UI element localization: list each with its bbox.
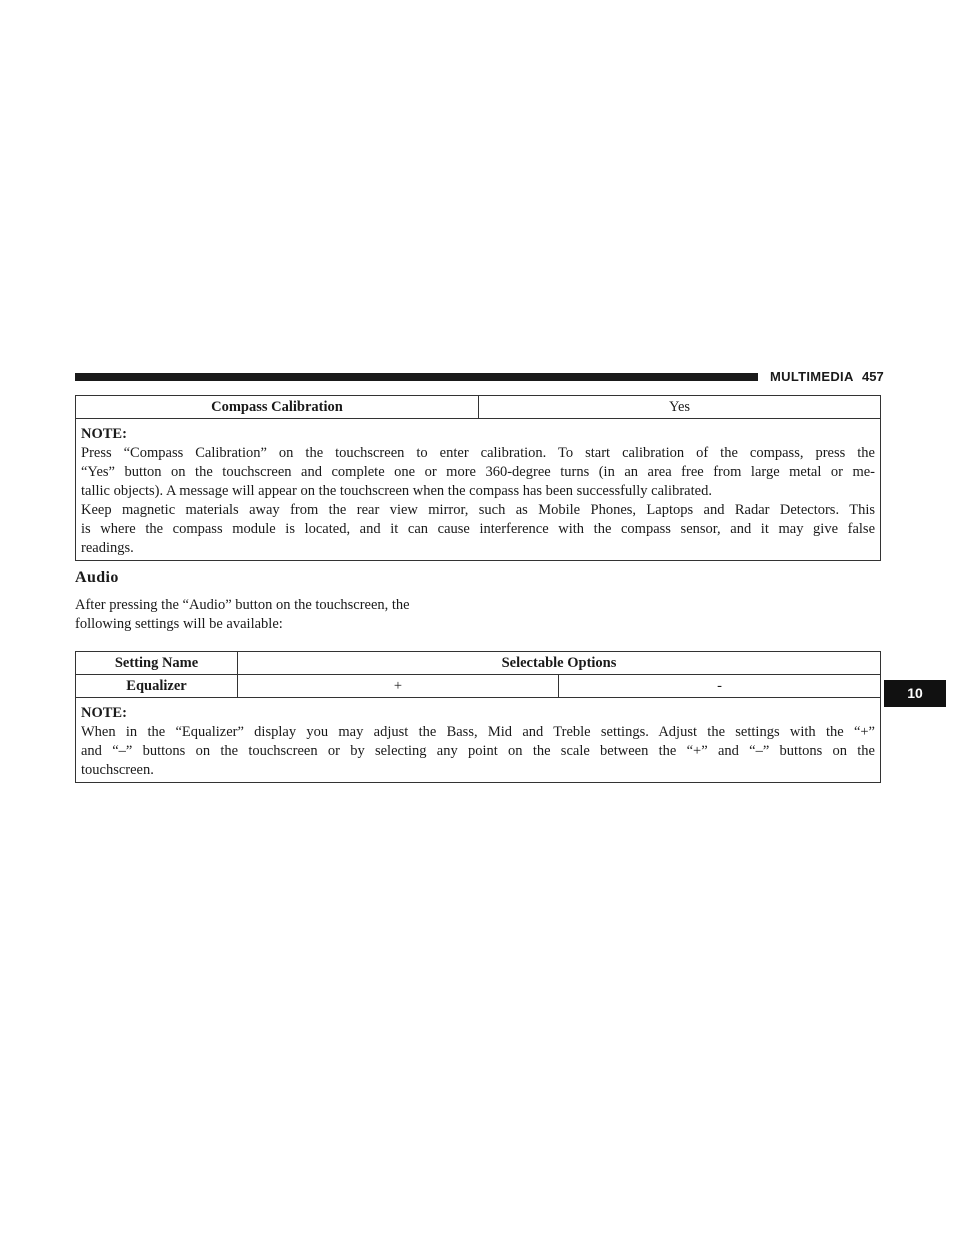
- compass-note: [76, 419, 880, 560]
- column-header-options: Selectable Options: [501, 655, 617, 671]
- note-line: Press “Compass Calibration” on the touchscreen to enter calibration. To start calibration of the compass, press the: [81, 445, 875, 461]
- note-line: touchscreen.: [81, 762, 154, 778]
- note-line: “Yes” button on the touchscreen and complete one or more 360-degree turns (in an area free from large metal or me-: [81, 464, 875, 480]
- table-row: [76, 396, 880, 419]
- section-title: MULTIMEDIA: [770, 369, 854, 384]
- setting-name-cell: Equalizer: [76, 675, 238, 697]
- note-line: is where the compass module is located, and it can cause interference with the compass sensor, and it may give false: [81, 521, 875, 537]
- note-line: tallic objects). A message will appear on the touchscreen when the compass has been successfully calibrated.: [81, 483, 712, 499]
- note-line: and “–” buttons on the touchscreen or by selecting any point on the scale between the “+” and “–” buttons on the: [81, 743, 875, 759]
- equalizer-note: [76, 698, 880, 782]
- note-line: When in the “Equalizer” display you may adjust the Bass, Mid and Treble settings. Adjust the settings with the “+”: [81, 724, 875, 740]
- option-plus-cell: +: [238, 675, 559, 697]
- audio-settings-table: [75, 651, 881, 783]
- audio-intro: [75, 596, 495, 634]
- compass-settings-table: [75, 395, 881, 561]
- chapter-tab: 10: [884, 680, 946, 707]
- section-heading-audio: Audio: [75, 569, 119, 586]
- intro-line: following settings will be available:: [75, 616, 283, 632]
- note-title: NOTE:: [81, 705, 127, 721]
- column-header-setting: Setting Name: [76, 652, 238, 674]
- intro-line: After pressing the “Audio” button on the touchscreen, the: [75, 597, 410, 613]
- note-title: NOTE:: [81, 426, 127, 442]
- setting-name-cell: Compass Calibration: [76, 396, 479, 418]
- header-rule: [75, 373, 758, 381]
- table-header-row: [76, 652, 880, 675]
- page-number: 457: [862, 369, 884, 384]
- table-row: [76, 675, 880, 698]
- option-minus-cell: -: [717, 678, 722, 694]
- note-line: readings.: [81, 540, 134, 556]
- setting-value-cell: Yes: [668, 399, 691, 415]
- note-line: Keep magnetic materials away from the rear view mirror, such as Mobile Phones, Laptops and Radar Detectors. This: [81, 502, 875, 518]
